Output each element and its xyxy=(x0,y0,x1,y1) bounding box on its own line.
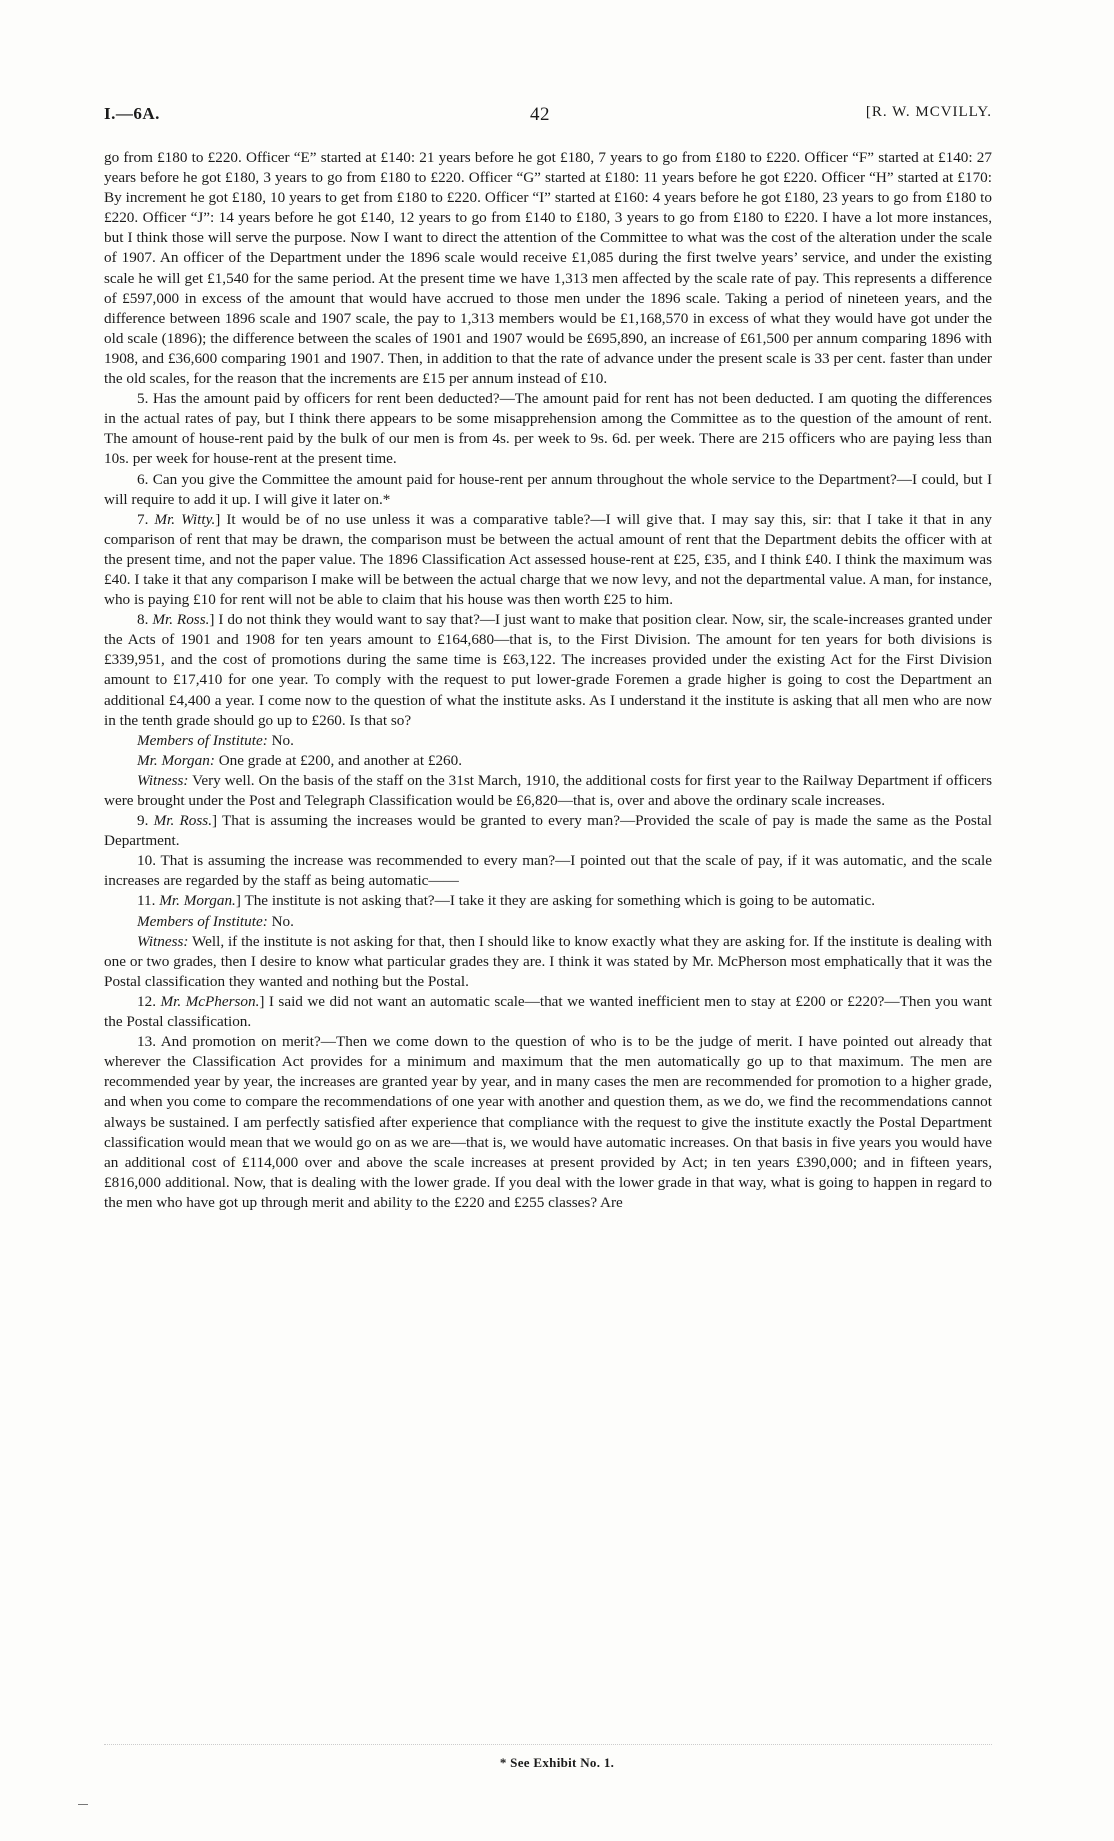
question-text: ] I said we did not want an automatic scale—that we wanted inefficient men to stay at £200 or £220?—Then you want the Postal classification. xyxy=(104,992,993,1031)
speaker-name: Mr. Ross. xyxy=(153,812,212,830)
question-number: 9. xyxy=(137,812,154,830)
question-text: ] The institute is not asking that?—I take it they are asking for something which is going to be automatic. xyxy=(235,892,876,910)
paragraph-question-6: 6. Can you give the Committee the amount paid for house-rent per annum throughout the whole service to the Department?—I could, but I will require to add it up. I will give it later on.* xyxy=(104,470,992,508)
speaker-name: Mr. Morgan: xyxy=(137,751,215,769)
exchange-members-of-institute xyxy=(104,731,992,751)
paragraph-question-10: 10. That is assuming the increase was recommended to every man?—I pointed out that the scale of pay, if it was automatic, and the scale increases are regarded by the staff as being automatic—— xyxy=(104,852,992,890)
exchange-mr-morgan xyxy=(104,751,992,771)
witness-name-header: [R. W. MCVILLY. xyxy=(865,104,992,120)
speaker-name: Mr. Morgan. xyxy=(159,892,236,910)
spoken-text: Very well. On the basis of the staff on the 31st March, 1910, the additional costs for first year to the Railway Department if officers were brought under the Post and Telegraph Classification would be £6,820—that is, over and above the ordinary scale increases. xyxy=(104,771,992,809)
spoken-text: No. xyxy=(267,731,294,749)
page-body xyxy=(104,148,992,1213)
spoken-text: One grade at £200, and another at £260. xyxy=(214,751,463,769)
speaker-name: Members of Institute: xyxy=(137,912,268,930)
spoken-text: No. xyxy=(267,912,294,930)
margin-mark xyxy=(78,1804,88,1805)
question-number: 12. xyxy=(137,992,161,1010)
spoken-text: Well, if the institute is not asking for that, then I should like to know exactly what they are asking for. If the institute is dealing with one or two grades, then I desire to know what particular grades they are. I think it was stated by Mr. McPherson most emphatically that it was the Postal classification they wanted and nothing but the Postal. xyxy=(104,932,992,990)
footnote: * See Exhibit No. 1. xyxy=(499,1755,615,1770)
question-number: 8. xyxy=(137,611,153,629)
question-number: 7. xyxy=(137,510,155,528)
question-number: 11. xyxy=(137,892,160,910)
speaker-name: Witness: xyxy=(137,771,189,789)
speaker-name: Witness: xyxy=(137,932,189,950)
paragraph-question-13: 13. And promotion on merit?—Then we come down to the question of who is to be the judge of merit. I have pointed out already that wherever the Classification Act provides for a minimum and maximum that the men automatically go up to that maximum. The men are recommended year by year, the increases are granted year by year, and in many cases the men are recommended for promotion to a higher grade, and when you come to compare the recommendations of one year with another and question them, as we do, we find the recommendations cannot always be sustained. I am perfectly satisfied after experience that compliance with the request to give the institute exactly the Postal Department classification would mean that we would go on as we are—that is, we would have automatic increases. On that basis in five years you would have an additional cost of £114,000 over and above the scale increases at present provided by Act; in ten years £390,000; and in fifteen years, £816,000 additional. Now, that is dealing with the lower grade. If you deal with the lower grade in that way, what is going to happen in regard to the men who have got up through merit and ability to the £220 and £255 classes? Are xyxy=(104,1033,992,1211)
witness-statement xyxy=(104,771,992,811)
paragraph-question-8 xyxy=(104,610,992,731)
speaker-name: Members of Institute: xyxy=(137,731,268,749)
series-code: I.—6A. xyxy=(104,104,160,123)
exchange-members-of-institute xyxy=(104,912,992,932)
running-header xyxy=(104,104,992,128)
paragraph-continuation: go from £180 to £220. Officer “E” started at £140: 21 years before he got £180, 7 years to go from £180 to £220. Officer “F” started at £140: 27 years before he got £180, 3 years to go from £180 to £220. Officer “G” started at £180: 11 years before he got £220. Officer “H” started at £170: By increment he got £180, 10 years to get from £180 to £220. Officer “I” started at £160: 4 years before he got £180, 23 years to go from £180 to £220. Officer “J”: 14 years before he got £140, 12 years to go from £140 to £180, 3 years to go from £180 to £220. I have a lot more instances, but I think those will serve the purpose. Now I want to direct the attention of the Committee to what was the cost of the alteration under the scale of 1907. An officer of the Department under the 1896 scale would receive £1,085 during the first twelve years’ service, and under the existing scale he will get £1,540 for the same period. At the present time we have 1,313 men affected by the scale rate of pay. This represents a difference of £597,000 in excess of the amount that would have accrued to those men under the 1896 scale. Taking a period of nineteen years, and the difference between 1896 scale and 1907 scale, the pay to 1,313 members would be £1,168,570 in excess of what they would have got under the old scale (1896); the difference between the scales of 1901 and 1907 would be £695,890, an increase of £61,500 per annum comparing 1896 with 1908, and £36,600 comparing 1901 and 1907. Then, in addition to that the rate of advance under the present scale is 33 per cent. faster than under the old scales, for the reason that the increments are £15 per annum instead of £10. xyxy=(104,149,992,388)
paragraph-question-9 xyxy=(104,811,992,851)
question-text: ] I do not think they would want to say that?—I just want to make that position clear. Now, sir, the scale-increases granted under the Acts of 1901 and 1908 for ten years amount to £164,680—that is, to the First Division. The amount for ten years for both divisions is £339,951, and the cost of promotions during the same time is £63,122. The increases provided under the existing Act for the First Division amount to £17,410 for one year. To comply with the request to put lower-grade Foremen a grade higher is going to cost the Department an additional £4,400 a year. I come now to the question of what the institute asks. As I understand it the institute is asking that all men who are now in the tenth grade should go up to £260. Is that so? xyxy=(104,611,992,729)
page-number: 42 xyxy=(530,104,550,125)
speaker-name: Mr. Witty. xyxy=(154,510,216,528)
paragraph-question-12 xyxy=(104,992,992,1032)
speaker-name: Mr. McPherson. xyxy=(160,992,260,1010)
witness-statement xyxy=(104,932,992,992)
paragraph-question-5: 5. Has the amount paid by officers for rent been deducted?—The amount paid for rent has not been deducted. I am quoting the differences in the actual rates of pay, but I think there appears to be some misapprehension among the Committee as to the question of the amount of rent. The amount of house-rent paid by the bulk of our men is from 4s. per week to 9s. 6d. per week. There are 215 officers who are paying less than 10s. per week for house-rent at the present time. xyxy=(104,390,992,468)
paragraph-question-11 xyxy=(104,891,992,911)
paragraph-question-7 xyxy=(104,510,992,610)
speaker-name: Mr. Ross. xyxy=(152,611,210,629)
footnote-separator xyxy=(104,1744,992,1745)
question-text: ] It would be of no use unless it was a comparative table?—I will give that. I may say this, sir: that I take it that in any comparison of rent that may be drawn, the comparison must be between the actual amount of rent that the Department debits the officer with at the present time, and not the paper value. The 1896 Classification Act assessed house-rent at £25, £35, and I think £40. I think the maximum was £40. I take it that any comparison I make will be between the actual charge that we now levy, and not the departmental value. A man, for instance, who is paying £10 for rent will not be able to claim that his house was then worth £25 to him. xyxy=(104,510,992,609)
question-text: ] That is assuming the increases would be granted to every man?—Provided the scale of pay is made the same as the Postal Department. xyxy=(104,812,993,850)
